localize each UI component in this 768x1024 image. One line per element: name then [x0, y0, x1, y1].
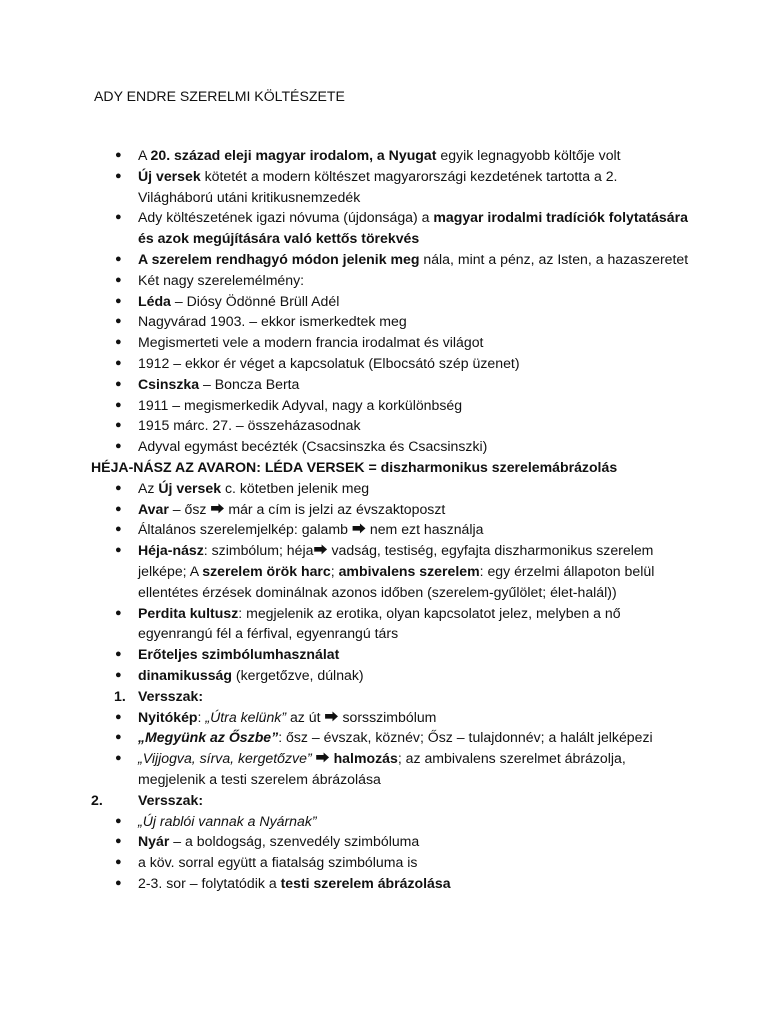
bullet-icon: ● — [115, 814, 122, 827]
text-run: az út ⮕ sorsszimbólum — [286, 708, 437, 725]
text-run: Versszak: — [138, 687, 204, 704]
bullet-item — [0, 311, 768, 332]
document-title: ADY ENDRE SZERELMI KÖLTÉSZETE — [94, 88, 345, 104]
text-run: Általános szerelemjelkép: galamb ⮕ nem ezt használja — [138, 521, 484, 538]
text-run: „Vijjogva, sírva, kergetőzve” — [138, 750, 312, 767]
bullet-item — [0, 353, 768, 374]
bullet-icon: ● — [115, 668, 122, 681]
text-run: A — [138, 147, 151, 163]
text-run: testi szerelem ábrázolása — [280, 874, 451, 891]
bullet-item — [0, 499, 768, 520]
text-run: Ady költészetének igazi nóvuma (újdonsága) a — [138, 209, 434, 226]
bullet-item — [0, 291, 768, 312]
text-run: halmozás — [333, 750, 398, 767]
numbered-item — [0, 686, 768, 707]
bullet-item — [0, 707, 768, 728]
bullet-icon: ● — [115, 523, 122, 536]
bullet-icon: ● — [115, 710, 122, 723]
bullet-icon: ● — [115, 876, 122, 889]
text-run: dinamikusság — [138, 666, 232, 683]
bullet-item — [0, 395, 768, 416]
bullet-item — [0, 436, 768, 457]
text-run: Új versek — [158, 479, 222, 496]
bullet-icon: ● — [115, 419, 122, 432]
bullet-icon: ● — [115, 294, 122, 307]
bullet-icon: ● — [115, 377, 122, 390]
text-run: 20. század eleji magyar irodalom, a Nyugat — [150, 147, 437, 163]
text-run: a köv. sorral együtt a fiatalság szimbóluma is — [138, 854, 418, 871]
text-run: – Boncza Berta — [199, 375, 300, 392]
bullet-icon: ● — [115, 169, 122, 182]
text-run: Versszak: — [138, 791, 204, 808]
bullet-icon: ● — [115, 440, 122, 453]
bullet-item — [0, 540, 768, 602]
text-run: (kergetőzve, dúlnak) — [232, 666, 364, 683]
bullet-icon: ● — [115, 835, 122, 848]
text-run: Két nagy szerelemélmény: — [138, 271, 305, 288]
list-number: 1. — [114, 687, 126, 704]
numbered-item — [0, 790, 768, 811]
text-run: Nagyvárad 1903. – ekkor ismerkedtek meg — [138, 313, 407, 330]
text-run: Csinszka — [138, 375, 200, 392]
list-number: 2. — [91, 791, 103, 808]
bullet-icon: ● — [115, 648, 122, 661]
text-run: ; — [330, 562, 339, 579]
bullet-icon: ● — [115, 252, 122, 265]
bullet-icon: ● — [115, 315, 122, 328]
bullet-item — [0, 166, 768, 208]
text-run: Megismerteti vele a modern francia irodalmat és világot — [138, 334, 484, 351]
bullet-item — [0, 644, 768, 665]
section-heading — [0, 457, 768, 478]
text-run: : ősz – évszak, köznév; Ősz – tulajdonnév; a halált jelképezi — [278, 729, 653, 746]
text-run: – a boldogság, szenvedély szimbóluma — [169, 833, 420, 850]
bullet-icon: ● — [115, 731, 122, 744]
bullet-item — [0, 145, 768, 166]
text-run: – ősz ⮕ már a cím is jelzi az évszaktoposzt — [168, 500, 446, 517]
bullet-icon: ● — [115, 544, 122, 557]
text-run: : megjelenik az erotika, olyan kapcsolatot jelez, melyben a nő egyenrangú fél a férfival, egyenrangú társ — [138, 604, 621, 642]
text-run: 1911 – megismerkedik Adyval, nagy a korkülönbség — [138, 396, 463, 413]
bullet-item — [0, 478, 768, 499]
bullet-item — [0, 727, 768, 748]
bullet-icon: ● — [115, 398, 122, 411]
text-run: egyik legnagyobb költője volt — [436, 147, 621, 163]
bullet-icon: ● — [115, 356, 122, 369]
bullet-item — [0, 811, 768, 832]
bullet-icon: ● — [115, 752, 122, 765]
bullet-item — [0, 665, 768, 686]
bullet-item — [0, 415, 768, 436]
text-run: szerelem örök harc — [202, 562, 331, 579]
bullet-icon: ● — [115, 336, 122, 349]
bullet-item — [0, 519, 768, 540]
text-run: ⮕ — [311, 750, 334, 767]
text-run: – Diósy Ödönné Brüll Adél — [170, 292, 340, 309]
bullet-item — [0, 873, 768, 894]
text-run: „Új rablói vannak a Nyárnak” — [138, 812, 317, 829]
text-run: Az — [138, 479, 159, 496]
text-run: 1915 márc. 27. – összeházasodnak — [138, 417, 361, 434]
text-run: Nyár — [138, 833, 170, 850]
bullet-item — [0, 207, 768, 249]
text-run: Léda — [138, 292, 171, 309]
text-run: Erőteljes szimbólumhasználat — [138, 646, 340, 663]
text-run: : egy érzelmi állapoton belül ellentétes érzések dominálnak azonos időben (szerelem-gyűlölet; élet-halál)) — [138, 562, 655, 600]
bullet-item — [0, 852, 768, 873]
text-run: „Útra kelünk” — [205, 708, 287, 725]
text-run: Avar — [138, 500, 169, 517]
text-run: : szimbólum; héja⮕ vadság, testiség, egyfajta diszharmonikus szerelem jelképe; A — [138, 542, 654, 579]
text-run: c. kötetben jelenik meg — [221, 479, 370, 496]
text-run: kötetét a modern költészet magyarországi kezdetének tartotta a 2. Világháború utáni kritikusnemzedék — [138, 167, 618, 205]
text-run: Héja-nász — [138, 542, 204, 559]
bullet-item — [0, 603, 768, 645]
bullet-item — [0, 249, 768, 270]
bullet-item — [0, 831, 768, 852]
text-run: 2-3. sor – folytatódik a — [138, 874, 281, 891]
text-run: : — [197, 708, 206, 725]
bullet-icon: ● — [115, 481, 122, 494]
bullet-icon: ● — [115, 273, 122, 286]
bullet-icon: ● — [115, 606, 122, 619]
text-run: Új versek — [138, 167, 201, 184]
bullet-item — [0, 270, 768, 291]
text-run: „Megyünk az Őszbe” — [138, 729, 279, 746]
text-run: ; az ambivalens szerelmet ábrázolja, megjelenik a testi szerelem ábrázolása — [138, 750, 626, 787]
bullet-icon: ● — [115, 856, 122, 869]
text-run: Nyitókép — [138, 708, 198, 725]
bullet-item — [0, 374, 768, 395]
text-run: Perdita kultusz — [138, 604, 239, 621]
text-run: HÉJA-NÁSZ AZ AVARON: LÉDA VERSEK = diszharmonikus szerelemábrázolás — [91, 458, 618, 475]
bullet-item — [0, 332, 768, 353]
bullet-icon: ● — [115, 502, 122, 515]
bullet-icon: ● — [115, 149, 122, 161]
bullet-icon: ● — [115, 211, 122, 224]
text-run: ambivalens szerelem — [338, 562, 480, 579]
document-body — [0, 145, 768, 894]
text-run: magyar irodalmi tradíciók folytatására és azok megújítására való kettős törekvés — [138, 209, 688, 247]
bullet-item — [0, 748, 768, 790]
text-run: 1912 – ekkor ér véget a kapcsolatuk (Elbocsátó szép üzenet) — [138, 354, 520, 371]
text-run: A szerelem rendhagyó módon jelenik meg — [138, 250, 420, 267]
text-run: nála, mint a pénz, az Isten, a hazaszeretet — [419, 250, 689, 267]
text-run: Adyval egymást becézték (Csacsinszka és Csacsinszki) — [138, 438, 488, 455]
